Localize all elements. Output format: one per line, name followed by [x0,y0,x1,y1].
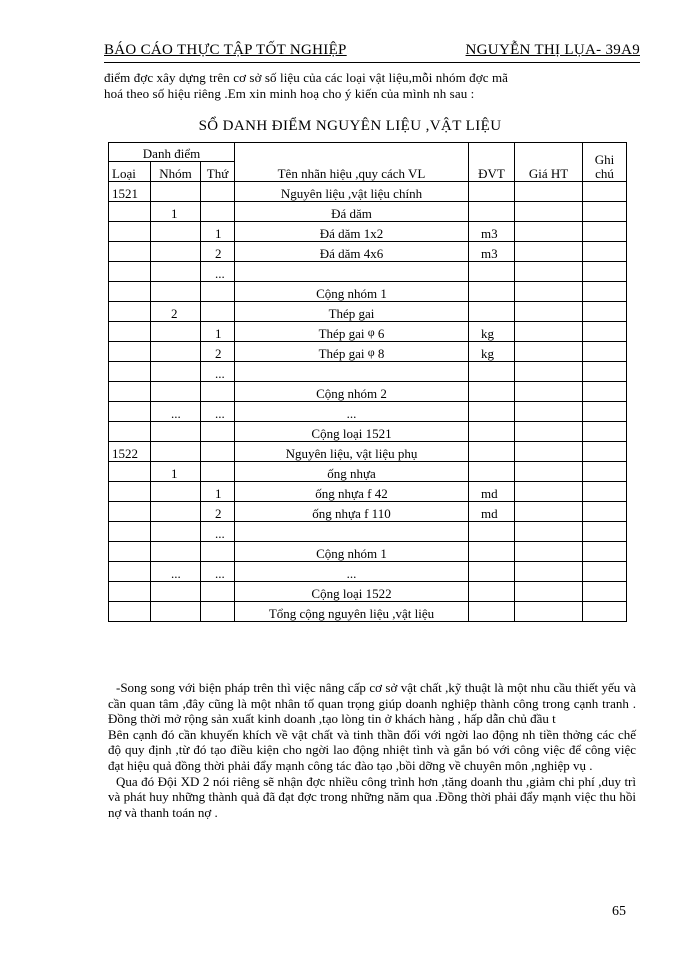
cell-ten: Cộng loại 1521 [235,422,469,442]
cell-nhom [151,182,201,202]
cell-dvt [469,542,515,562]
cell-gia [515,422,583,442]
cell-ghi [583,322,627,342]
ledger-title: SỔ DANH ĐIỂM NGUYÊN LIỆU ,VẬT LIỆU [198,118,502,134]
cell-ghi [583,342,627,362]
cell-ghi [583,182,627,202]
table-row [109,262,627,282]
material-ledger-table [108,142,627,622]
table-row [109,402,627,422]
cell-ten: Nguyên liệu ,vật liệu chính [235,182,469,202]
cell-nhom [151,602,201,622]
table-row [109,602,627,622]
cell-gia [515,182,583,202]
cell-thu: 2 [201,502,235,522]
cell-dvt [469,202,515,222]
cell-loai [109,342,151,362]
cell-ten [235,522,469,542]
ten-text: Thép gai [318,326,365,341]
intro-line-1: điểm đợc xây dựng trên cơ sở số liệu của các loại vật liệu,mỗi nhóm đợc mã [104,70,509,85]
cell-ghi [583,402,627,422]
cell-gia [515,322,583,342]
cell-ghi [583,562,627,582]
cell-nhom [151,282,201,302]
paragraph: -Song song với biện pháp trên thì việc nâng cấp cơ sở vật chất ,kỹ thuật là một nhu cầu thiết yếu và cần quan tâm ,đây cũng là một nhân tố quan trọng giúp doanh nghiệp thành công trong cạnh tranh . Đồng thời mở rộng sản xuất kinh doanh ,tạo lòng tin ở khách hàng , hấp dẫn chủ đầu t [108,680,636,727]
table-row [109,242,627,262]
cell-thu: ... [201,522,235,542]
cell-thu: 2 [201,242,235,262]
cell-gia [515,342,583,362]
cell-gia [515,382,583,402]
cell-dvt: m3 [469,222,515,242]
cell-ghi [583,602,627,622]
cell-gia [515,262,583,282]
cell-loai [109,222,151,242]
cell-dvt: m3 [469,242,515,262]
table-row [109,562,627,582]
cell-loai [109,482,151,502]
cell-thu: 2 [201,342,235,362]
cell-thu: 1 [201,322,235,342]
cell-ghi [583,462,627,482]
cell-gia [515,302,583,322]
cell-dvt [469,562,515,582]
cell-loai [109,302,151,322]
cell-gia [515,282,583,302]
header-author: NGUYỄN THỊ LỤA- 39A9 [465,42,640,58]
cell-loai [109,262,151,282]
cell-dvt [469,362,515,382]
cell-ten: ống nhựa f 42 [235,482,469,502]
cell-ten: Đá dăm 1x2 [235,222,469,242]
group-header-danh-diem: Danh điểm [109,143,235,162]
cell-loai [109,462,151,482]
cell-loai [109,362,151,382]
cell-thu [201,302,235,322]
cell-nhom: ... [151,562,201,582]
cell-nhom: 2 [151,302,201,322]
table-row [109,462,627,482]
table-row [109,342,627,362]
cell-nhom [151,382,201,402]
cell-gia [515,602,583,622]
cell-dvt [469,602,515,622]
cell-gia [515,462,583,482]
cell-thu [201,422,235,442]
cell-nhom [151,422,201,442]
cell-loai [109,282,151,302]
cell-ten: Nguyên liệu, vật liệu phụ [235,442,469,462]
cell-loai: 1521 [109,182,151,202]
cell-ten: Cộng nhóm 1 [235,542,469,562]
table-row [109,522,627,542]
cell-thu [201,182,235,202]
cell-loai [109,582,151,602]
cell-gia [515,522,583,542]
cell-nhom [151,582,201,602]
cell-nhom [151,542,201,562]
cell-ten: Đá dăm 4x6 [235,242,469,262]
table-body [109,182,627,622]
table-row [109,322,627,342]
cell-ten: Cộng loại 1522 [235,582,469,602]
table-row [109,442,627,462]
cell-loai: 1522 [109,442,151,462]
intro-text [104,70,644,102]
cell-dvt [469,302,515,322]
phi-symbol: φ [367,345,375,359]
cell-dvt [469,442,515,462]
table-row [109,362,627,382]
cell-thu [201,382,235,402]
cell-nhom [151,242,201,262]
cell-gia [515,482,583,502]
cell-dvt: kg [469,342,515,362]
table-row [109,582,627,602]
cell-gia [515,402,583,422]
cell-ghi [583,242,627,262]
cell-thu: 1 [201,482,235,502]
cell-ghi [583,522,627,542]
cell-loai [109,422,151,442]
cell-dvt: md [469,502,515,522]
cell-gia [515,502,583,522]
table-group-header-row [109,143,627,162]
cell-gia [515,542,583,562]
table-row [109,282,627,302]
cell-thu: ... [201,262,235,282]
cell-thu: ... [201,362,235,382]
header-loai: Loại [109,162,151,182]
cell-thu [201,202,235,222]
cell-dvt [469,582,515,602]
table-row [109,422,627,442]
paragraph: Qua đó Đội XD 2 nói riêng sẽ nhận đợc nhiều công trình hơn ,tăng doanh thu ,giảm chi phí ,duy trì và phát huy những thành quả đã đạt đợc trong những năm qua .Đồng thời phải đẩy mạnh việc thu hồi nợ và thanh toán nợ . [108,773,636,820]
body-text [108,680,636,820]
cell-nhom [151,322,201,342]
cell-ghi [583,222,627,242]
cell-gia [515,222,583,242]
cell-ghi [583,422,627,442]
header-ghi-chu [583,143,627,182]
cell-nhom [151,482,201,502]
cell-loai [109,402,151,422]
cell-thu: 1 [201,222,235,242]
cell-ghi [583,362,627,382]
cell-dvt [469,402,515,422]
cell-ghi [583,282,627,302]
cell-loai [109,602,151,622]
header-ghi: Ghi [594,152,615,167]
cell-ghi [583,302,627,322]
cell-ten: ống nhựa f 110 [235,502,469,522]
cell-nhom: 1 [151,462,201,482]
cell-loai [109,382,151,402]
cell-dvt [469,262,515,282]
cell-ghi [583,262,627,282]
cell-gia [515,202,583,222]
header-nhom: Nhóm [151,162,201,182]
cell-thu [201,542,235,562]
cell-ten [235,322,469,342]
cell-gia [515,582,583,602]
table-row [109,542,627,562]
cell-dvt [469,182,515,202]
cell-nhom [151,502,201,522]
cell-ghi [583,542,627,562]
cell-loai [109,502,151,522]
cell-ghi [583,502,627,522]
cell-thu [201,462,235,482]
cell-ten [235,262,469,282]
cell-ghi [583,442,627,462]
cell-nhom [151,222,201,242]
phi-symbol: φ [367,325,375,339]
table-row [109,302,627,322]
cell-dvt [469,522,515,542]
ten-size: 6 [377,326,385,341]
cell-dvt [469,462,515,482]
header-thu: Thứ [201,162,235,182]
cell-ghi [583,202,627,222]
header-gia: Giá HT [515,143,583,182]
cell-thu [201,282,235,302]
cell-ten: Cộng nhóm 1 [235,282,469,302]
ten-size: 8 [377,346,385,361]
cell-ghi [583,482,627,502]
header-report-title: BÁO CÁO THỰC TẬP TỐT NGHIỆP [104,42,347,58]
cell-ten [235,342,469,362]
header-dvt: ĐVT [469,143,515,182]
cell-dvt: md [469,482,515,502]
cell-ten: Cộng nhóm 2 [235,382,469,402]
table-row [109,382,627,402]
cell-gia [515,362,583,382]
cell-thu: ... [201,402,235,422]
cell-gia [515,242,583,262]
cell-ghi [583,582,627,602]
ten-text: Thép gai [318,346,365,361]
intro-line-2: hoá theo số hiệu riêng .Em xin minh hoạ cho ý kiến của mình nh sau : [104,86,475,101]
page-number: 65 [612,904,626,919]
cell-dvt [469,382,515,402]
cell-loai [109,202,151,222]
cell-nhom [151,362,201,382]
cell-loai [109,562,151,582]
header-chu: chú [595,166,614,181]
cell-dvt [469,422,515,442]
cell-gia [515,442,583,462]
cell-ten: ... [235,562,469,582]
cell-ten: Thép gai [235,302,469,322]
cell-ten: ống nhựa [235,462,469,482]
table-row [109,482,627,502]
cell-nhom: ... [151,402,201,422]
table-row [109,222,627,242]
cell-gia [515,562,583,582]
cell-ten: Đá dăm [235,202,469,222]
table-row [109,502,627,522]
table-row [109,182,627,202]
cell-dvt: kg [469,322,515,342]
cell-thu [201,602,235,622]
cell-ten: Tổng cộng nguyên liệu ,vật liệu [235,602,469,622]
cell-thu [201,582,235,602]
header-ten: Tên nhãn hiệu ,quy cách VL [235,143,469,182]
cell-nhom [151,342,201,362]
cell-loai [109,242,151,262]
cell-loai [109,322,151,342]
cell-nhom [151,262,201,282]
cell-thu [201,442,235,462]
cell-ten [235,362,469,382]
table-row [109,202,627,222]
cell-loai [109,542,151,562]
cell-nhom [151,522,201,542]
page-header [104,40,640,63]
paragraph: Bên cạnh đó cần khuyến khích về vật chất và tinh thần đối với ngời lao động nh tiền thởng các chế độ quy định ,từ đó tạo điều kiện cho ngời lao động nhiệt tình và gắn bó với công việc để công việc đạt hiệu quả đồng thời phải đẩy mạnh công tác đào tạo ,bồi dỡng về chuyên môn ,nghiệp vụ . [108,726,636,773]
cell-thu: ... [201,562,235,582]
cell-nhom: 1 [151,202,201,222]
cell-ghi [583,382,627,402]
cell-dvt [469,282,515,302]
cell-nhom [151,442,201,462]
cell-loai [109,522,151,542]
cell-ten: ... [235,402,469,422]
